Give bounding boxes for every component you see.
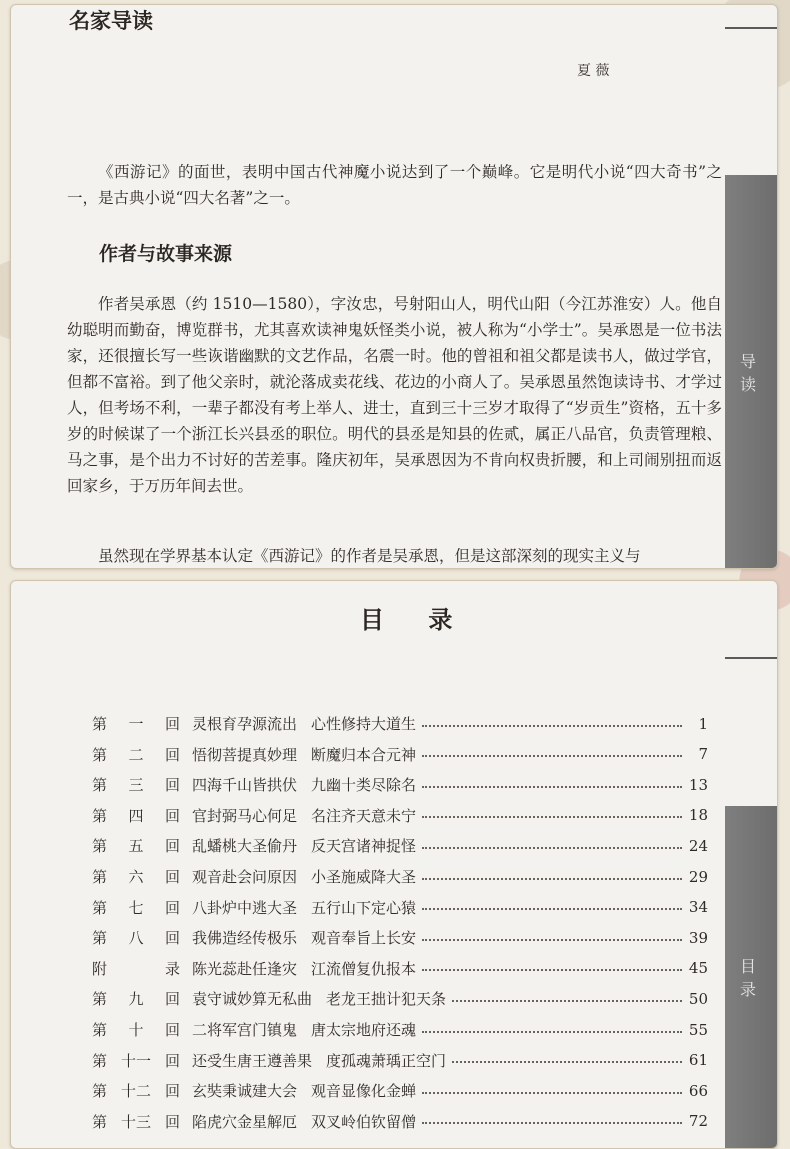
- toc-chapter-number: [92, 988, 188, 1009]
- toc-row[interactable]: [92, 954, 708, 983]
- intro-paragraph-2: 作者吴承恩（约 1510—1580），字汝忠，号射阳山人，明代山阳（今江苏淮安）人。他自幼聪明而勤奋，博览群书，尤其喜欢读神鬼妖怪类小说，被人称为“小学士”。吴承恩是一位书法家，还很擅长写一些诙谐幽默的文艺作品，名震一时。他的曾祖和祖父都是读书人，做过学官，但都不富裕。到了他父亲时，就沦落成卖花线、花边的小商人了。吴承恩虽然饱读诗书、才学过人，但考场不利，一辈子都没有考上举人、进士，直到三十三岁才取得了“岁贡生”资格，五十多岁的时候谋了一个浙江长兴县丞的职位。明代的县丞是知县的佐贰，属正八品官，负责管理粮、马之事，是个出力不讨好的苦差事。隆庆初年，吴承恩因为不肯向权贵折腰，和上司闹别扭而返回家乡，于万历年间去世。: [67, 295, 722, 495]
- toc-chapter-number-char: 第: [92, 1112, 108, 1131]
- toc-dot-leader: [422, 847, 682, 849]
- toc-dot-leader: [422, 755, 682, 757]
- toc-chapter-title-second: 五行山下定心猿: [311, 898, 417, 917]
- toc-row[interactable]: [92, 923, 708, 952]
- toc-chapter-number-char: 一: [128, 715, 144, 733]
- toc-chapter-number-char: 录: [164, 959, 180, 978]
- toc-chapter-number-char: 第: [92, 806, 108, 825]
- toc-dot-leader: [422, 878, 682, 880]
- toc-chapter-number-char: 十一: [120, 1051, 151, 1070]
- toc-chapter-number-char: 回: [164, 715, 180, 733]
- toc-row[interactable]: [92, 831, 708, 860]
- toc-dot-leader: [422, 1031, 682, 1033]
- side-tab-char: 导: [739, 351, 762, 371]
- toc-chapter-number-char: 八: [128, 929, 144, 948]
- toc-chapter-number: [92, 958, 188, 979]
- toc-chapter-title-second: 老龙王拙计犯天条: [326, 990, 447, 1009]
- toc-chapter-number: [92, 1111, 188, 1132]
- side-tab-intro: [725, 175, 777, 568]
- toc-chapter-number-char: 附: [92, 959, 108, 978]
- toc-chapter-number-char: 第: [92, 1082, 108, 1101]
- intro-author: 夏 薇: [577, 63, 610, 79]
- toc-chapter-number-char: 九: [128, 990, 144, 1009]
- toc-page-number: 72: [688, 1112, 708, 1131]
- toc-chapter-number: [92, 1019, 188, 1040]
- toc-chapter-title-second: 观音显像化金蝉: [311, 1082, 417, 1101]
- toc-chapter-number-char: 回: [164, 868, 180, 886]
- toc-chapter-title-second: 反天宫诸神捉怪: [311, 837, 417, 856]
- toc-dot-leader: [422, 725, 682, 727]
- toc-chapter-number-char: 十: [128, 1021, 144, 1039]
- toc-chapter-number: [92, 866, 188, 887]
- toc-chapter-number: [92, 897, 188, 918]
- toc-chapter-number-char: 六: [128, 868, 144, 886]
- toc-chapter-title-first: 悟彻菩提真妙理: [192, 745, 298, 764]
- toc-chapter-title-second: 断魔归本合元神: [311, 745, 417, 764]
- toc-chapter-title-first: 官封弼马心何足: [192, 806, 298, 825]
- toc-chapter-number-char: 二: [128, 745, 144, 764]
- toc-row[interactable]: [92, 1107, 708, 1136]
- toc-chapter-number-char: 回: [164, 837, 180, 856]
- toc-row[interactable]: [92, 770, 708, 799]
- toc-dot-leader: [422, 816, 682, 818]
- toc-chapter-number: [92, 1080, 188, 1101]
- toc-row[interactable]: [92, 893, 708, 922]
- toc-chapter-title-first: 袁守诚妙算无私曲: [192, 990, 313, 1009]
- toc-chapter-number-char: 第: [92, 898, 108, 917]
- toc-chapter-number: [92, 1050, 188, 1071]
- toc-chapter-title-second: 观音奉旨上长安: [311, 929, 417, 948]
- side-divider: [725, 27, 777, 29]
- toc-page-number: 61: [688, 1051, 708, 1070]
- toc-chapter-number-char: 十二: [120, 1082, 151, 1101]
- toc-chapter-number-char: 第: [92, 868, 108, 886]
- toc-chapter-title-first: 玄奘秉诚建大会: [192, 1082, 298, 1101]
- toc-row[interactable]: [92, 984, 708, 1013]
- toc-page-number: 39: [688, 928, 708, 947]
- toc-chapter-title-second: 心性修持大道生: [311, 715, 417, 733]
- toc-chapter-title-first: 八卦炉中逃大圣: [192, 898, 298, 917]
- toc-chapter-number-char: 回: [164, 1021, 180, 1039]
- toc-row[interactable]: [92, 1046, 708, 1075]
- toc-chapter-title-second: 唐太宗地府还魂: [311, 1021, 417, 1039]
- toc-chapter-number: [92, 744, 188, 765]
- toc-chapter-number: [92, 835, 188, 856]
- toc-chapter-number-char: 第: [92, 715, 108, 733]
- toc-chapter-number-char: 回: [164, 745, 180, 764]
- toc-row[interactable]: [92, 740, 708, 769]
- toc-row[interactable]: [92, 709, 708, 738]
- toc-chapter-title-first: 二将军宫门镇鬼: [192, 1021, 298, 1039]
- toc-row[interactable]: [92, 1076, 708, 1105]
- toc-chapter-number: [92, 805, 188, 826]
- toc-chapter-title-second: 小圣施威降大圣: [311, 868, 417, 886]
- side-tab-char: 读: [739, 374, 762, 394]
- toc-chapter-number-char: 回: [164, 1051, 180, 1070]
- toc-chapter-number-char: 四: [128, 806, 144, 825]
- toc-dot-leader: [422, 908, 682, 910]
- toc-page-number: 13: [688, 775, 708, 794]
- toc-chapter-title-second: 江流僧复仇报本: [311, 959, 417, 978]
- toc-chapter-title-first: 我佛造经传极乐: [192, 929, 298, 948]
- toc-page-number: 1: [698, 714, 708, 733]
- toc-chapter-title-first: 四海千山皆拱伏: [192, 776, 298, 795]
- toc-page-number: 66: [688, 1081, 708, 1100]
- toc-chapter-number-char: 回: [164, 990, 180, 1009]
- toc-dot-leader: [422, 969, 682, 971]
- toc-chapter-number-char: 回: [164, 776, 180, 795]
- intro-paragraph-3: 虽然现在学界基本认定《西游记》的作者是吴承恩，但是这部深刻的现实主义与: [98, 547, 641, 565]
- toc-page-number: 45: [688, 959, 708, 978]
- toc-chapter-number-char: 第: [92, 1021, 108, 1039]
- toc-title: 目 录: [360, 605, 471, 634]
- toc-dot-leader: [452, 1000, 682, 1002]
- toc-chapter-number-char: 回: [164, 1082, 180, 1101]
- toc-dot-leader: [422, 1092, 682, 1094]
- toc-chapter-number-char: 第: [92, 837, 108, 856]
- toc-chapter-number: [92, 774, 188, 795]
- toc-chapter-title-first: 乱蟠桃大圣偷丹: [192, 837, 298, 856]
- toc-chapter-title-second: 名注齐天意未宁: [311, 806, 417, 825]
- toc-chapter-number-char: 第: [92, 776, 108, 795]
- toc-chapter-number: [92, 927, 188, 948]
- toc-chapter-number-char: 五: [128, 837, 144, 856]
- toc-dot-leader: [422, 1122, 682, 1124]
- intro-paragraph-1: 《西游记》的面世，表明中国古代神魔小说达到了一个巅峰。它是明代小说“四大奇书”之一，是古典小说“四大名著”之一。: [67, 163, 722, 207]
- toc-chapter-title-first: 陷虎穴金星解厄: [192, 1112, 298, 1131]
- side-tab-char: 录: [739, 980, 762, 999]
- toc-row[interactable]: [92, 801, 708, 830]
- intro-page-card: [10, 4, 778, 569]
- toc-chapter-title-second: 双叉岭伯钦留僧: [311, 1112, 417, 1131]
- toc-chapter-number-char: 回: [164, 1112, 180, 1131]
- toc-dot-leader: [422, 786, 682, 788]
- toc-chapter-number-char: 回: [164, 929, 180, 948]
- toc-row[interactable]: [92, 862, 708, 891]
- toc-chapter-number-char: 第: [92, 990, 108, 1009]
- toc-dot-leader: [452, 1061, 682, 1063]
- side-divider: [725, 657, 777, 659]
- toc-chapter-number-char: 第: [92, 745, 108, 764]
- toc-chapter-title-first: 还受生唐王遵善果: [192, 1051, 313, 1070]
- toc-chapter-number-char: 回: [164, 898, 180, 917]
- toc-page-number: 34: [688, 898, 708, 917]
- toc-row[interactable]: [92, 1015, 708, 1044]
- toc-page-number: 24: [688, 836, 708, 855]
- toc-page-number: 55: [688, 1020, 708, 1039]
- toc-chapter-title-second: 度孤魂萧瑀正空门: [326, 1051, 447, 1070]
- toc-chapter-number-char: 十三: [120, 1112, 151, 1131]
- toc-chapter-number-char: 七: [128, 898, 144, 917]
- toc-chapter-number-char: 回: [164, 806, 180, 825]
- intro-title: 名家导读: [69, 9, 153, 33]
- toc-chapter-number: [92, 713, 188, 734]
- side-tab-char: 目: [739, 957, 762, 976]
- toc-chapter-number-char: 第: [92, 1051, 108, 1070]
- toc-dot-leader: [422, 939, 682, 941]
- toc-chapter-title-second: 九幽十类尽除名: [311, 776, 417, 795]
- toc-chapter-title-first: 灵根育孕源流出: [192, 715, 298, 733]
- section-title: 作者与故事来源: [99, 243, 233, 265]
- toc-page-number: 29: [688, 867, 708, 886]
- toc-page-number: 7: [698, 745, 708, 764]
- toc-chapter-number-char: 第: [92, 929, 108, 948]
- toc-page-number: 50: [688, 989, 708, 1008]
- toc-chapter-title-first: 陈光蕊赴任逢灾: [192, 959, 298, 978]
- toc-chapter-number-char: 三: [128, 776, 144, 795]
- side-tab-toc: [725, 806, 777, 1148]
- toc-page-number: 18: [688, 806, 708, 825]
- toc-chapter-title-first: 观音赴会问原因: [192, 868, 298, 886]
